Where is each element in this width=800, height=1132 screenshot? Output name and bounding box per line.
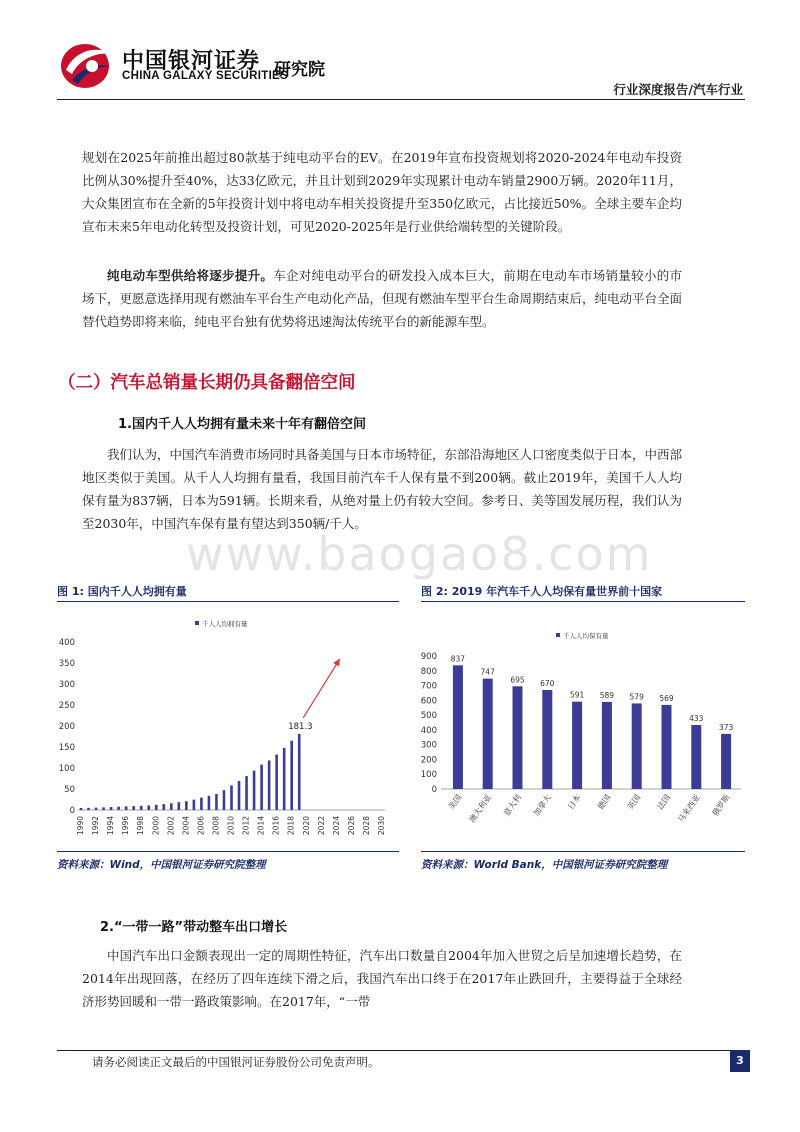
data-label: 589 xyxy=(599,690,615,700)
brand-name-en: CHINA GALAXY SECURITIES xyxy=(122,70,289,82)
footer-divider xyxy=(57,1050,730,1051)
x-tick-label: 法国 xyxy=(655,792,673,812)
paragraph-exports: 中国汽车出口金额表现出一定的周期性特征，汽车出口数量自2004年加入世贸之后呈加速增长趋势，在2014年出现回落，在经历了四年连续下滑之后，我国汽车出口终于在2017年止跌回升，主要得益于全球经济形势回暖和一带一路政策影响。在2017年，“一带 xyxy=(82,948,682,1009)
bar xyxy=(162,804,165,810)
x-tick-label: 2016 xyxy=(271,816,281,836)
footer-disclaimer: 请务必阅读正文最后的中国银河证券股份公司免责声明。 xyxy=(92,1055,380,1069)
x-tick-label: 德国 xyxy=(595,792,613,812)
bar xyxy=(602,702,612,789)
data-label: 569 xyxy=(659,693,674,703)
bar xyxy=(117,807,120,810)
y-tick-label: 700 xyxy=(421,681,437,692)
x-tick-label: 日本 xyxy=(566,792,583,812)
figure2-source: 资料来源：World Bank，中国银河证券研究院整理 xyxy=(421,859,668,871)
subsection-title-1: 1.国内千人人均拥有量未来十年有翻倍空间 xyxy=(118,417,366,432)
chart-domestic-ownership xyxy=(57,606,402,846)
figure2-top-rule xyxy=(421,601,745,602)
bar xyxy=(230,785,233,810)
x-tick-label: 1996 xyxy=(121,816,131,836)
bar xyxy=(662,705,672,789)
x-tick-label: 2014 xyxy=(256,816,266,836)
data-label: 433 xyxy=(689,714,704,724)
bar xyxy=(290,741,293,810)
y-tick-label: 350 xyxy=(58,659,75,669)
brand-name-cn: 中国银河证券 xyxy=(122,49,261,74)
x-tick-label: 2018 xyxy=(286,816,296,836)
x-tick-label: 1990 xyxy=(76,816,85,836)
x-tick-label: 2004 xyxy=(181,816,191,836)
figure1-caption: 图 1: 国内千人人均拥有量 xyxy=(57,585,187,598)
bar xyxy=(268,760,271,810)
bar xyxy=(80,808,83,810)
bar xyxy=(283,748,286,810)
bar xyxy=(155,805,158,810)
data-label: 837 xyxy=(450,654,466,664)
data-label-2019: 181.3 xyxy=(288,721,313,732)
bar xyxy=(453,665,463,789)
data-label: 670 xyxy=(540,678,555,688)
watermark: www.baogao8.com xyxy=(186,527,653,581)
bar xyxy=(691,725,701,789)
institute-label: 研究院 xyxy=(274,60,325,80)
bar xyxy=(572,702,582,789)
x-tick-label: 马来西亚 xyxy=(676,792,702,825)
x-tick-label: 1998 xyxy=(136,816,146,836)
y-tick-label: 100 xyxy=(421,770,437,781)
figure1-top-rule xyxy=(57,601,399,602)
bar xyxy=(223,790,226,810)
x-tick-label: 2030 xyxy=(377,816,386,836)
figure1-bottom-rule xyxy=(57,851,399,852)
x-tick-label: 2002 xyxy=(166,816,176,836)
x-tick-label: 1994 xyxy=(106,816,116,836)
bar xyxy=(215,794,218,810)
legend-swatch xyxy=(556,633,560,637)
bar xyxy=(140,806,143,810)
bar xyxy=(200,798,203,810)
x-tick-label: 2026 xyxy=(346,816,356,836)
x-tick-label: 2008 xyxy=(211,816,221,836)
page-number: 3 xyxy=(730,1050,750,1072)
y-tick-label: 0 xyxy=(69,806,75,816)
bar xyxy=(147,805,150,810)
y-tick-label: 200 xyxy=(421,755,437,766)
y-tick-label: 250 xyxy=(58,701,75,711)
y-tick-label: 0 xyxy=(431,785,437,795)
y-tick-label: 50 xyxy=(64,785,75,795)
bar xyxy=(178,802,181,810)
x-tick-label: 意大利 xyxy=(502,792,524,818)
figure2-bottom-rule xyxy=(421,851,745,852)
bar xyxy=(483,679,493,789)
paragraph-vw-plan: 规划在2025年前推出超过80款基于纯电动平台的EV。在2019年宣布投资规划将2020-2024年电动车投资比例从30%提升至40%，达33亿欧元，并且计划到2029年实现累计电动车销量2900万辆。2020年11月，大众集团宣布在全新的5年投资计划中将电动车相关投资提升至350亿欧元，占比接近50%。全球主要车企均宣布未来5年电动化转型及投资计划，可见2020-2025年是行业供给端转型的关键阶段。 xyxy=(82,150,682,234)
y-tick-label: 400 xyxy=(421,725,437,736)
x-tick-label: 1992 xyxy=(91,816,101,836)
data-label: 695 xyxy=(510,675,525,685)
data-label: 591 xyxy=(569,690,585,700)
bar xyxy=(95,808,98,810)
x-tick-label: 2010 xyxy=(226,816,236,836)
bar xyxy=(260,765,263,810)
bar xyxy=(185,801,188,810)
bar xyxy=(513,686,523,789)
y-tick-label: 900 xyxy=(421,652,437,662)
data-label: 373 xyxy=(718,722,734,732)
bar xyxy=(542,690,552,789)
chart-top10-countries xyxy=(421,606,745,846)
x-tick-label: 2020 xyxy=(301,816,311,836)
bar xyxy=(87,808,90,810)
subsection-title-2: 2.“一带一路”带动整车出口增长 xyxy=(100,920,288,935)
x-tick-label: 加拿大 xyxy=(531,792,553,818)
report-tag: 行业深度报告/汽车行业 xyxy=(613,82,743,97)
x-tick-label: 2012 xyxy=(241,816,251,836)
bar xyxy=(253,771,256,810)
y-tick-label: 200 xyxy=(58,722,75,732)
x-tick-label: 澳大利亚 xyxy=(467,792,494,825)
bar xyxy=(238,781,241,810)
bar xyxy=(193,800,196,810)
figure1-source: 资料来源：Wind，中国银河证券研究院整理 xyxy=(57,859,266,871)
bar xyxy=(298,734,301,810)
paragraph-car-ownership: 我们认为，中国汽车消费市场同时具备美国与日本市场特征，东部沿海地区人口密度类似于日本，中西部地区类似于美国。从千人人均拥有量看，我国目前汽车千人保有量不到200辆。截止2019年，美国千人人均保有量为837辆，日本为591辆。长期来看，从绝对量上仍有较大空间。参考日、美等国发展历程，我们认为至2030年，中国汽车保有量有望达到350辆/千人。 xyxy=(82,447,683,531)
y-tick-label: 150 xyxy=(58,743,75,753)
data-label: 579 xyxy=(629,692,644,702)
galaxy-logo-icon xyxy=(58,40,118,92)
x-tick-label: 英国 xyxy=(625,792,643,812)
bar xyxy=(275,755,278,810)
bar xyxy=(245,776,248,810)
x-tick-label: 2000 xyxy=(151,816,161,836)
y-tick-label: 500 xyxy=(421,711,437,722)
x-tick-label: 2006 xyxy=(196,816,206,836)
y-tick-label: 300 xyxy=(58,680,75,690)
section-title: （二）汽车总销量长期仍具备翻倍空间 xyxy=(58,373,356,393)
y-tick-label: 300 xyxy=(421,740,437,751)
data-label: 747 xyxy=(480,667,495,677)
y-tick-label: 400 xyxy=(58,638,75,648)
x-tick-label: 俄罗斯 xyxy=(710,792,732,818)
header-divider xyxy=(57,99,745,100)
bar xyxy=(721,734,731,789)
bar xyxy=(132,806,135,810)
paragraph-ev-supply xyxy=(82,264,682,333)
bar xyxy=(102,807,105,810)
bar xyxy=(208,796,211,810)
legend-label: 千人人均拥有量 xyxy=(202,620,248,628)
x-tick-label: 2022 xyxy=(316,816,326,836)
legend-label: 千人人均保有量 xyxy=(563,632,609,640)
bar xyxy=(125,806,128,810)
bar xyxy=(110,807,113,810)
paragraph-body: 车企对纯电动平台的研发投入成本巨大，前期在电动车市场销量较小的市场下，更愿意选择用现有燃油车平台生产电动化产品，但现有燃油车型平台生命周期结束后，纯电动平台全面替代趋势即将来临，纯电平台独有优势将迅速淘汰传统平台的新能源车型。 xyxy=(82,268,683,329)
bar xyxy=(632,703,642,789)
legend-swatch xyxy=(195,621,199,625)
y-tick-label: 100 xyxy=(58,764,75,774)
paragraph-lead: 纯电动车型供给将逐步提升。 xyxy=(107,268,274,283)
bar xyxy=(170,803,173,810)
figure2-caption: 图 2: 2019 年汽车千人人均保有量世界前十国家 xyxy=(421,585,663,598)
y-tick-label: 800 xyxy=(421,666,437,677)
x-tick-label: 2024 xyxy=(331,816,341,836)
y-tick-label: 600 xyxy=(421,696,437,707)
x-tick-label: 美国 xyxy=(446,792,464,812)
x-tick-label: 2028 xyxy=(361,816,371,836)
